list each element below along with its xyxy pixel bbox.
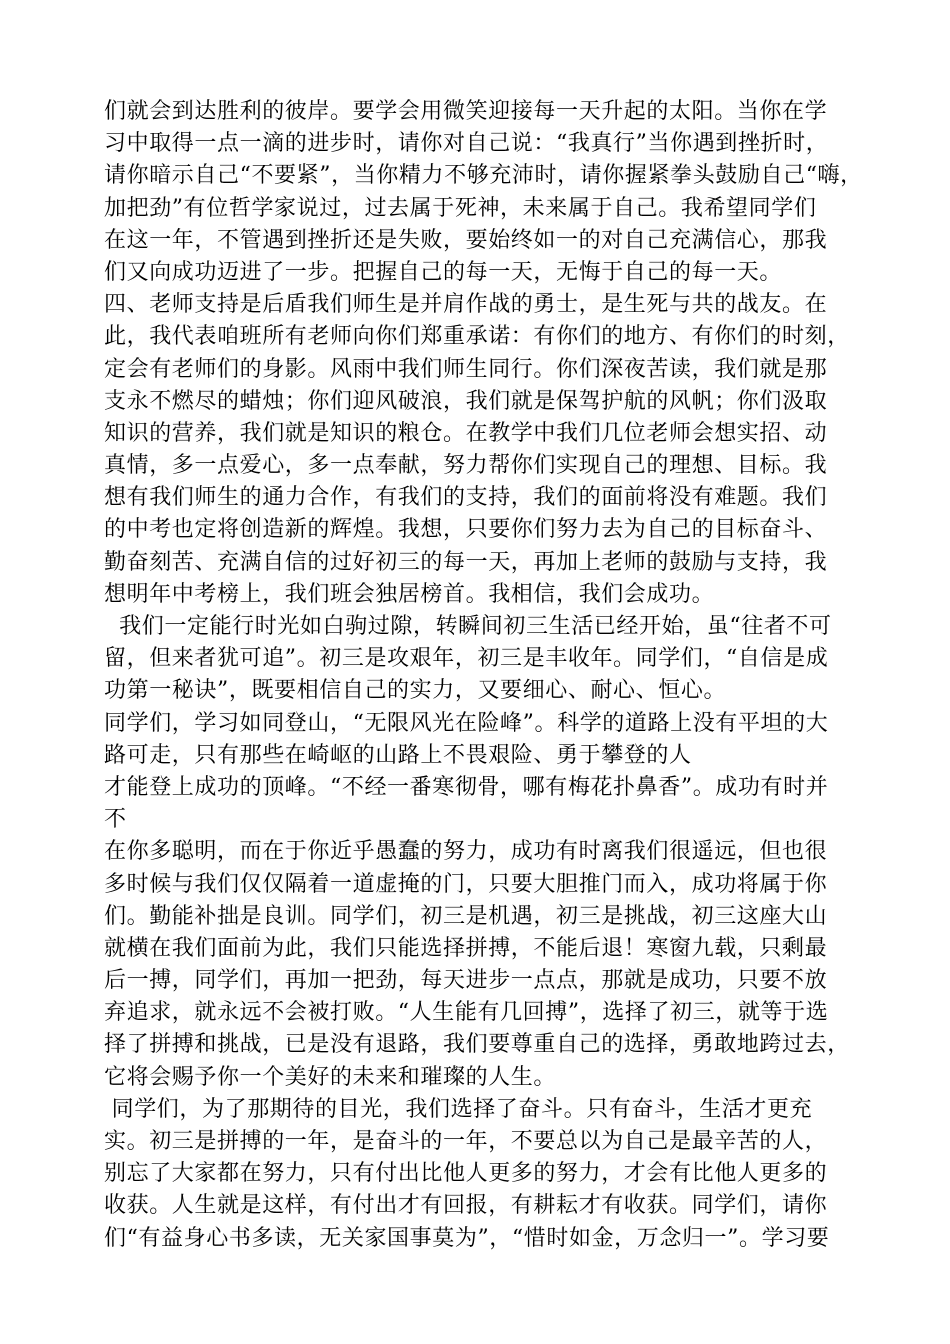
text-line: 不 bbox=[104, 807, 127, 833]
document-body bbox=[104, 96, 874, 1255]
text-line: 功第一秘诀”，既要相信自己的实力，又要细心、耐心、恒心。 bbox=[104, 678, 727, 704]
text-line: 请你暗示自己“不要紧”，当你精力不够充沛时，请你握紧拳头鼓励自己“嗨， bbox=[104, 163, 863, 189]
text-line: 它将会赐予你一个美好的未来和璀璨的人生。 bbox=[104, 1064, 557, 1090]
text-line: 多时候与我们仅仅隔着一道虚掩的门，只要大胆推门而入，成功将属于你 bbox=[104, 871, 828, 897]
text-line: 路可走，只有那些在崎岖的山路上不畏艰险、勇于攀登的人 bbox=[104, 742, 692, 768]
text-line: 在这一年，不管遇到挫折还是失败，要始终如一的对自己充满信心，那我 bbox=[104, 227, 828, 253]
text-line: 别忘了大家都在努力，只有付出比他人更多的努力，才会有比他人更多的 bbox=[104, 1161, 828, 1187]
text-line: 真情，多一点爱心，多一点奉献，努力帮你们实现自己的理想、目标。我 bbox=[104, 453, 828, 479]
text-line: 在你多聪明，而在于你近乎愚蠢的努力，成功有时离我们很遥远，但也很 bbox=[104, 839, 828, 865]
text-line: 们又向成功迈进了一步。把握自己的每一天，无悔于自己的每一天。 bbox=[104, 259, 783, 285]
text-line: 弃追求，就永远不会被打败。“人生能有几回搏”，选择了初三，就等于选 bbox=[104, 1000, 829, 1026]
text-line: 想有我们师生的通力合作，有我们的支持，我们的面前将没有难题。我们 bbox=[104, 485, 828, 511]
text-line: 们。勤能补拙是良训。同学们，初三是机遇，初三是挑战，初三这座大山 bbox=[104, 903, 828, 929]
text-line: 们“有益身心书多读，无关家国事莫为”，“惜时如金，万念归一”。学习要 bbox=[104, 1225, 830, 1251]
text-line: 留，但来者犹可追”。初三是攻艰年，初三是丰收年。同学们，“自信是成 bbox=[104, 646, 829, 672]
text-line: 我们一定能行时光如白驹过隙，转瞬间初三生活已经开始，虽“往者不可 bbox=[104, 614, 832, 639]
text-line: 们就会到达胜利的彼岸。要学会用微笑迎接每一天升起的太阳。当你在学 bbox=[104, 99, 828, 124]
text-line: 支永不燃尽的蜡烛；你们迎风破浪，我们就是保驾护航的风帆；你们汲取 bbox=[104, 388, 828, 414]
text-line: 同学们，为了那期待的目光，我们选择了奋斗。只有奋斗，生活才更充 bbox=[104, 1096, 813, 1122]
text-line: 定会有老师们的身影。风雨中我们师生同行。你们深夜苦读，我们就是那 bbox=[104, 356, 828, 382]
text-line: 才能登上成功的顶峰。“不经一番寒彻骨，哪有梅花扑鼻香”。成功有时并 bbox=[104, 774, 829, 800]
text-line: 勤奋刻苦、充满自信的过好初三的每一天，再加上老师的鼓励与支持，我 bbox=[104, 549, 828, 575]
text-line: 想明年中考榜上，我们班会独居榜首。我相信，我们会成功。 bbox=[104, 581, 715, 607]
text-line: 的中考也定将创造新的辉煌。我想，只要你们努力去为自己的目标奋斗、 bbox=[104, 517, 828, 543]
text-line: 收获。人生就是这样，有付出才有回报，有耕耘才有收获。同学们，请你 bbox=[104, 1193, 828, 1219]
text-line: 实。初三是拼搏的一年，是奋斗的一年，不要总以为自己是最辛苦的人， bbox=[104, 1129, 828, 1154]
text-line: 知识的营养，我们就是知识的粮仓。在教学中我们几位老师会想实招、动 bbox=[104, 420, 828, 446]
text-line: 择了拼搏和挑战，已是没有退路，我们要尊重自己的选择，勇敢地跨过去， bbox=[104, 1032, 850, 1058]
text-line: 就横在我们面前为此，我们只能选择拼搏，不能后退！寒窗九载，只剩最 bbox=[104, 935, 828, 961]
text-line: 同学们，学习如同登山，“无限风光在险峰”。科学的道路上没有平坦的大 bbox=[104, 710, 829, 736]
text-line: 加把劲”有位哲学家说过，过去属于死神，未来属于自己。我希望同学们 bbox=[104, 195, 817, 221]
text-line: 四、老师支持是后盾我们师生是并肩作战的勇士，是生死与共的战友。在 bbox=[104, 292, 828, 318]
text-line: 后一搏，同学们，再加一把劲，每天进步一点点，那就是成功，只要不放 bbox=[104, 968, 828, 994]
text-line: 习中取得一点一滴的进步时，请你对自己说：“我真行”当你遇到挫折时， bbox=[104, 131, 829, 157]
text-line: 此，我代表咱班所有老师向你们郑重承诺：有你们的地方、有你们的时刻， bbox=[104, 324, 850, 350]
